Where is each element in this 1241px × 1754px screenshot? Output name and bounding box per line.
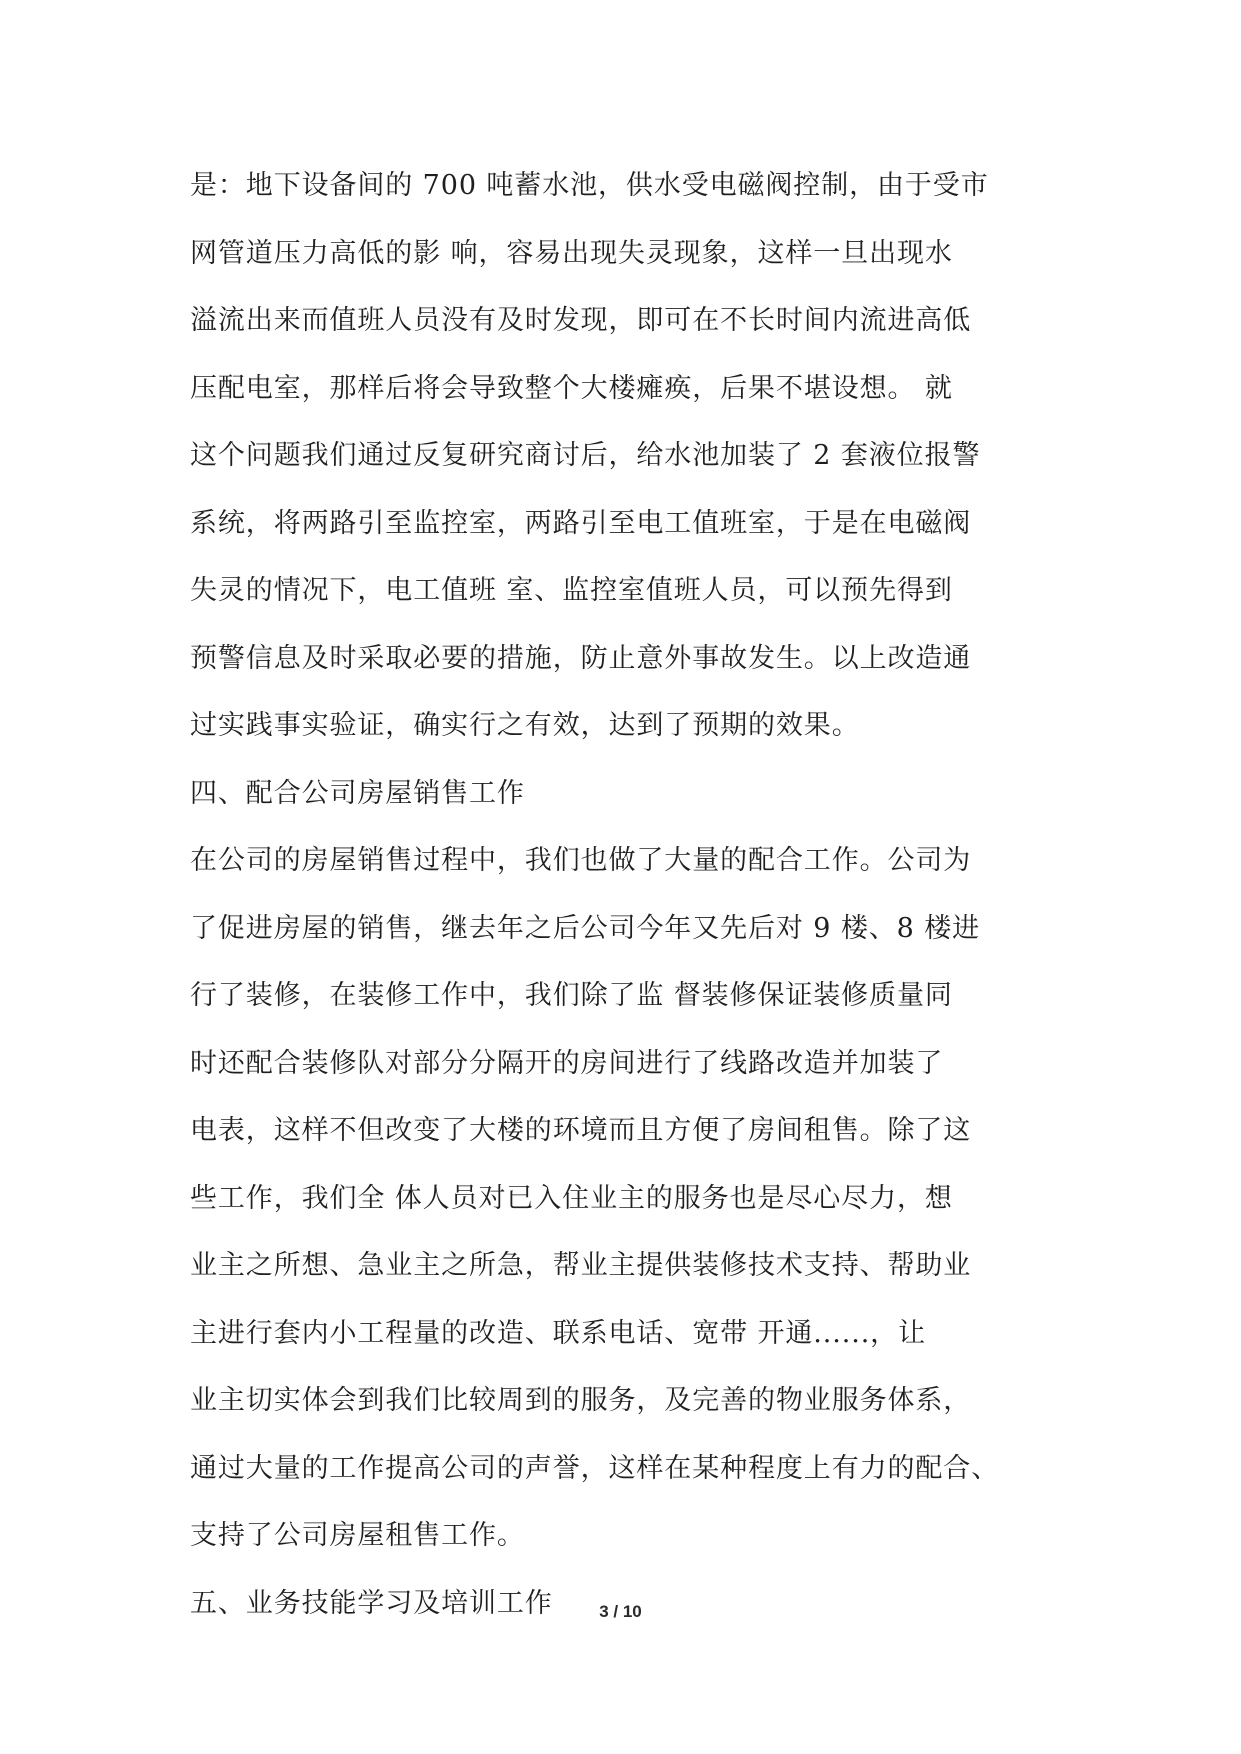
body-line: 行了装修，在装修工作中，我们除了监 督装修保证装修质量同 — [190, 980, 953, 1011]
body-line: 时还配合装修队对部分分隔开的房间进行了线路改造并加装了 — [190, 1047, 944, 1079]
body-line: 失灵的情况下，电工值班 室、监控室值班人员，可以预先得到 — [190, 575, 953, 606]
body-line: 这个问题我们通过反复研究商讨后，给水池加装了 2 套液位报警 — [190, 440, 981, 471]
body-line: 了促进房屋的销售，继去年之后公司今年又先后对 9 楼、8 楼进 — [190, 912, 981, 944]
body-line: 压配电室，那样后将会导致整个大楼瘫痪，后果不堪设想。 就 — [190, 372, 953, 404]
body-line: 过实践事实验证，确实行之有效，达到了预期的效果。 — [190, 710, 860, 741]
body-line: 主进行套内小工程量的改造、联系电话、宽带 开通......，让 — [190, 1317, 926, 1349]
body-line: 溢流出来而值班人员没有及时发现，即可在不长时间内流进高低 — [190, 305, 972, 336]
body-line: 网管道压力高低的影 响，容易出现失灵现象，这样一旦出现水 — [190, 237, 953, 269]
section-heading: 五、业务技能学习及培训工作 — [190, 1587, 553, 1619]
document-body — [190, 152, 1070, 1637]
body-line: 业主切实体会到我们比较周到的服务，及完善的物业服务体系， — [190, 1385, 972, 1416]
body-line: 电表，这样不但改变了大楼的环境而且方便了房间租售。除了这 — [190, 1115, 972, 1146]
body-line: 些工作，我们全 体人员对已入住业主的服务也是尽心尽力，想 — [190, 1182, 953, 1214]
body-line: 业主之所想、急业主之所急，帮业主提供装修技术支持、帮助业 — [190, 1250, 972, 1281]
section-heading: 四、配合公司房屋销售工作 — [190, 777, 525, 809]
body-line: 通过大量的工作提高公司的声誉，这样在某种程度上有力的配合、 — [190, 1452, 1000, 1484]
page-number: 3 / 10 — [599, 1602, 642, 1621]
body-line: 预警信息及时采取必要的措施，防止意外事故发生。以上改造通 — [190, 642, 972, 674]
body-line: 系统，将两路引至监控室，两路引至电工值班室，于是在电磁阀 — [190, 507, 972, 539]
body-line: 支持了公司房屋租售工作。 — [190, 1520, 525, 1551]
body-line: 是：地下设备间的 700 吨蓄水池，供水受电磁阀控制，由于受市 — [190, 170, 989, 201]
body-line: 在公司的房屋销售过程中，我们也做了大量的配合工作。公司为 — [190, 845, 972, 876]
